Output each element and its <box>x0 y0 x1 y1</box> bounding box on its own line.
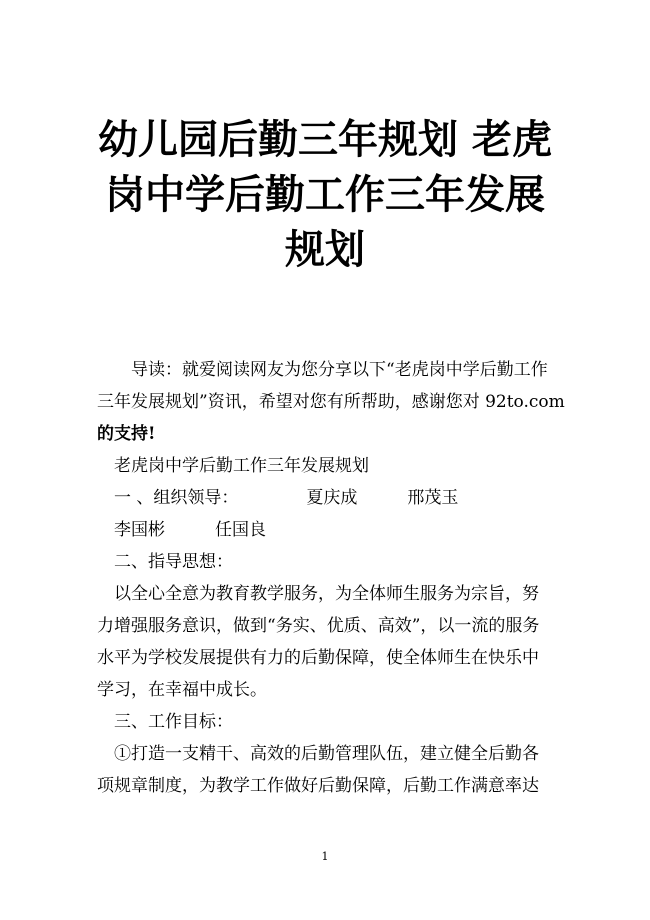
document-body <box>97 354 565 802</box>
doc-subtitle: 老虎岗中学后勤工作三年发展规划 <box>114 456 369 476</box>
section-2-line-3: 水平为学校发展提供有力的后勤保障，使全体师生在快乐中 <box>97 648 539 668</box>
section-2-line-2: 力增强服务意识，做到“务实、优质、高效”，以一流的服务 <box>97 616 540 636</box>
member-1: 夏庆成 <box>306 488 358 508</box>
member-3: 李国彬 <box>114 520 165 540</box>
title-line-2: 岗中学后勤工作三年发展 <box>105 171 545 218</box>
title-line-1: 幼儿园后勤三年规划 老虎 <box>98 116 552 163</box>
intro-line-2-text: 三年发展规划”资讯，希望对您有所帮助，感谢您对 92to.com <box>97 392 565 412</box>
section-3-line-2: 项规章制度，为教学工作做好后勤保障，后勤工作满意率达 <box>97 776 539 796</box>
intro-line-1: 导读：就爱阅读网友为您分享以下“老虎岗中学后勤工作 <box>131 360 548 380</box>
intro-line-3: 的支持! <box>97 424 156 444</box>
member-2: 邢茂玉 <box>407 488 459 508</box>
title-line-3: 规划 <box>285 226 365 273</box>
page-number: 1 <box>321 850 329 863</box>
section-2-line-1: 以全心全意为教育教学服务，为全体师生服务为宗旨，努 <box>114 584 539 604</box>
section-1-heading: 一 、组织领导： <box>114 488 239 508</box>
document-title <box>80 112 570 277</box>
section-3-line-1: ①打造一支精干、高效的后勤管理队伍，建立健全后勤各 <box>114 744 539 764</box>
section-2-heading: 二、指导思想： <box>114 552 233 572</box>
section-1-heading-row <box>97 482 557 514</box>
section-3-heading: 三、工作目标： <box>114 712 233 732</box>
intro-line-2 <box>97 386 565 418</box>
section-2-line-4: 学习，在幸福中成长。 <box>97 680 267 700</box>
member-4: 任国良 <box>215 520 266 540</box>
section-1-members-row <box>97 514 557 546</box>
